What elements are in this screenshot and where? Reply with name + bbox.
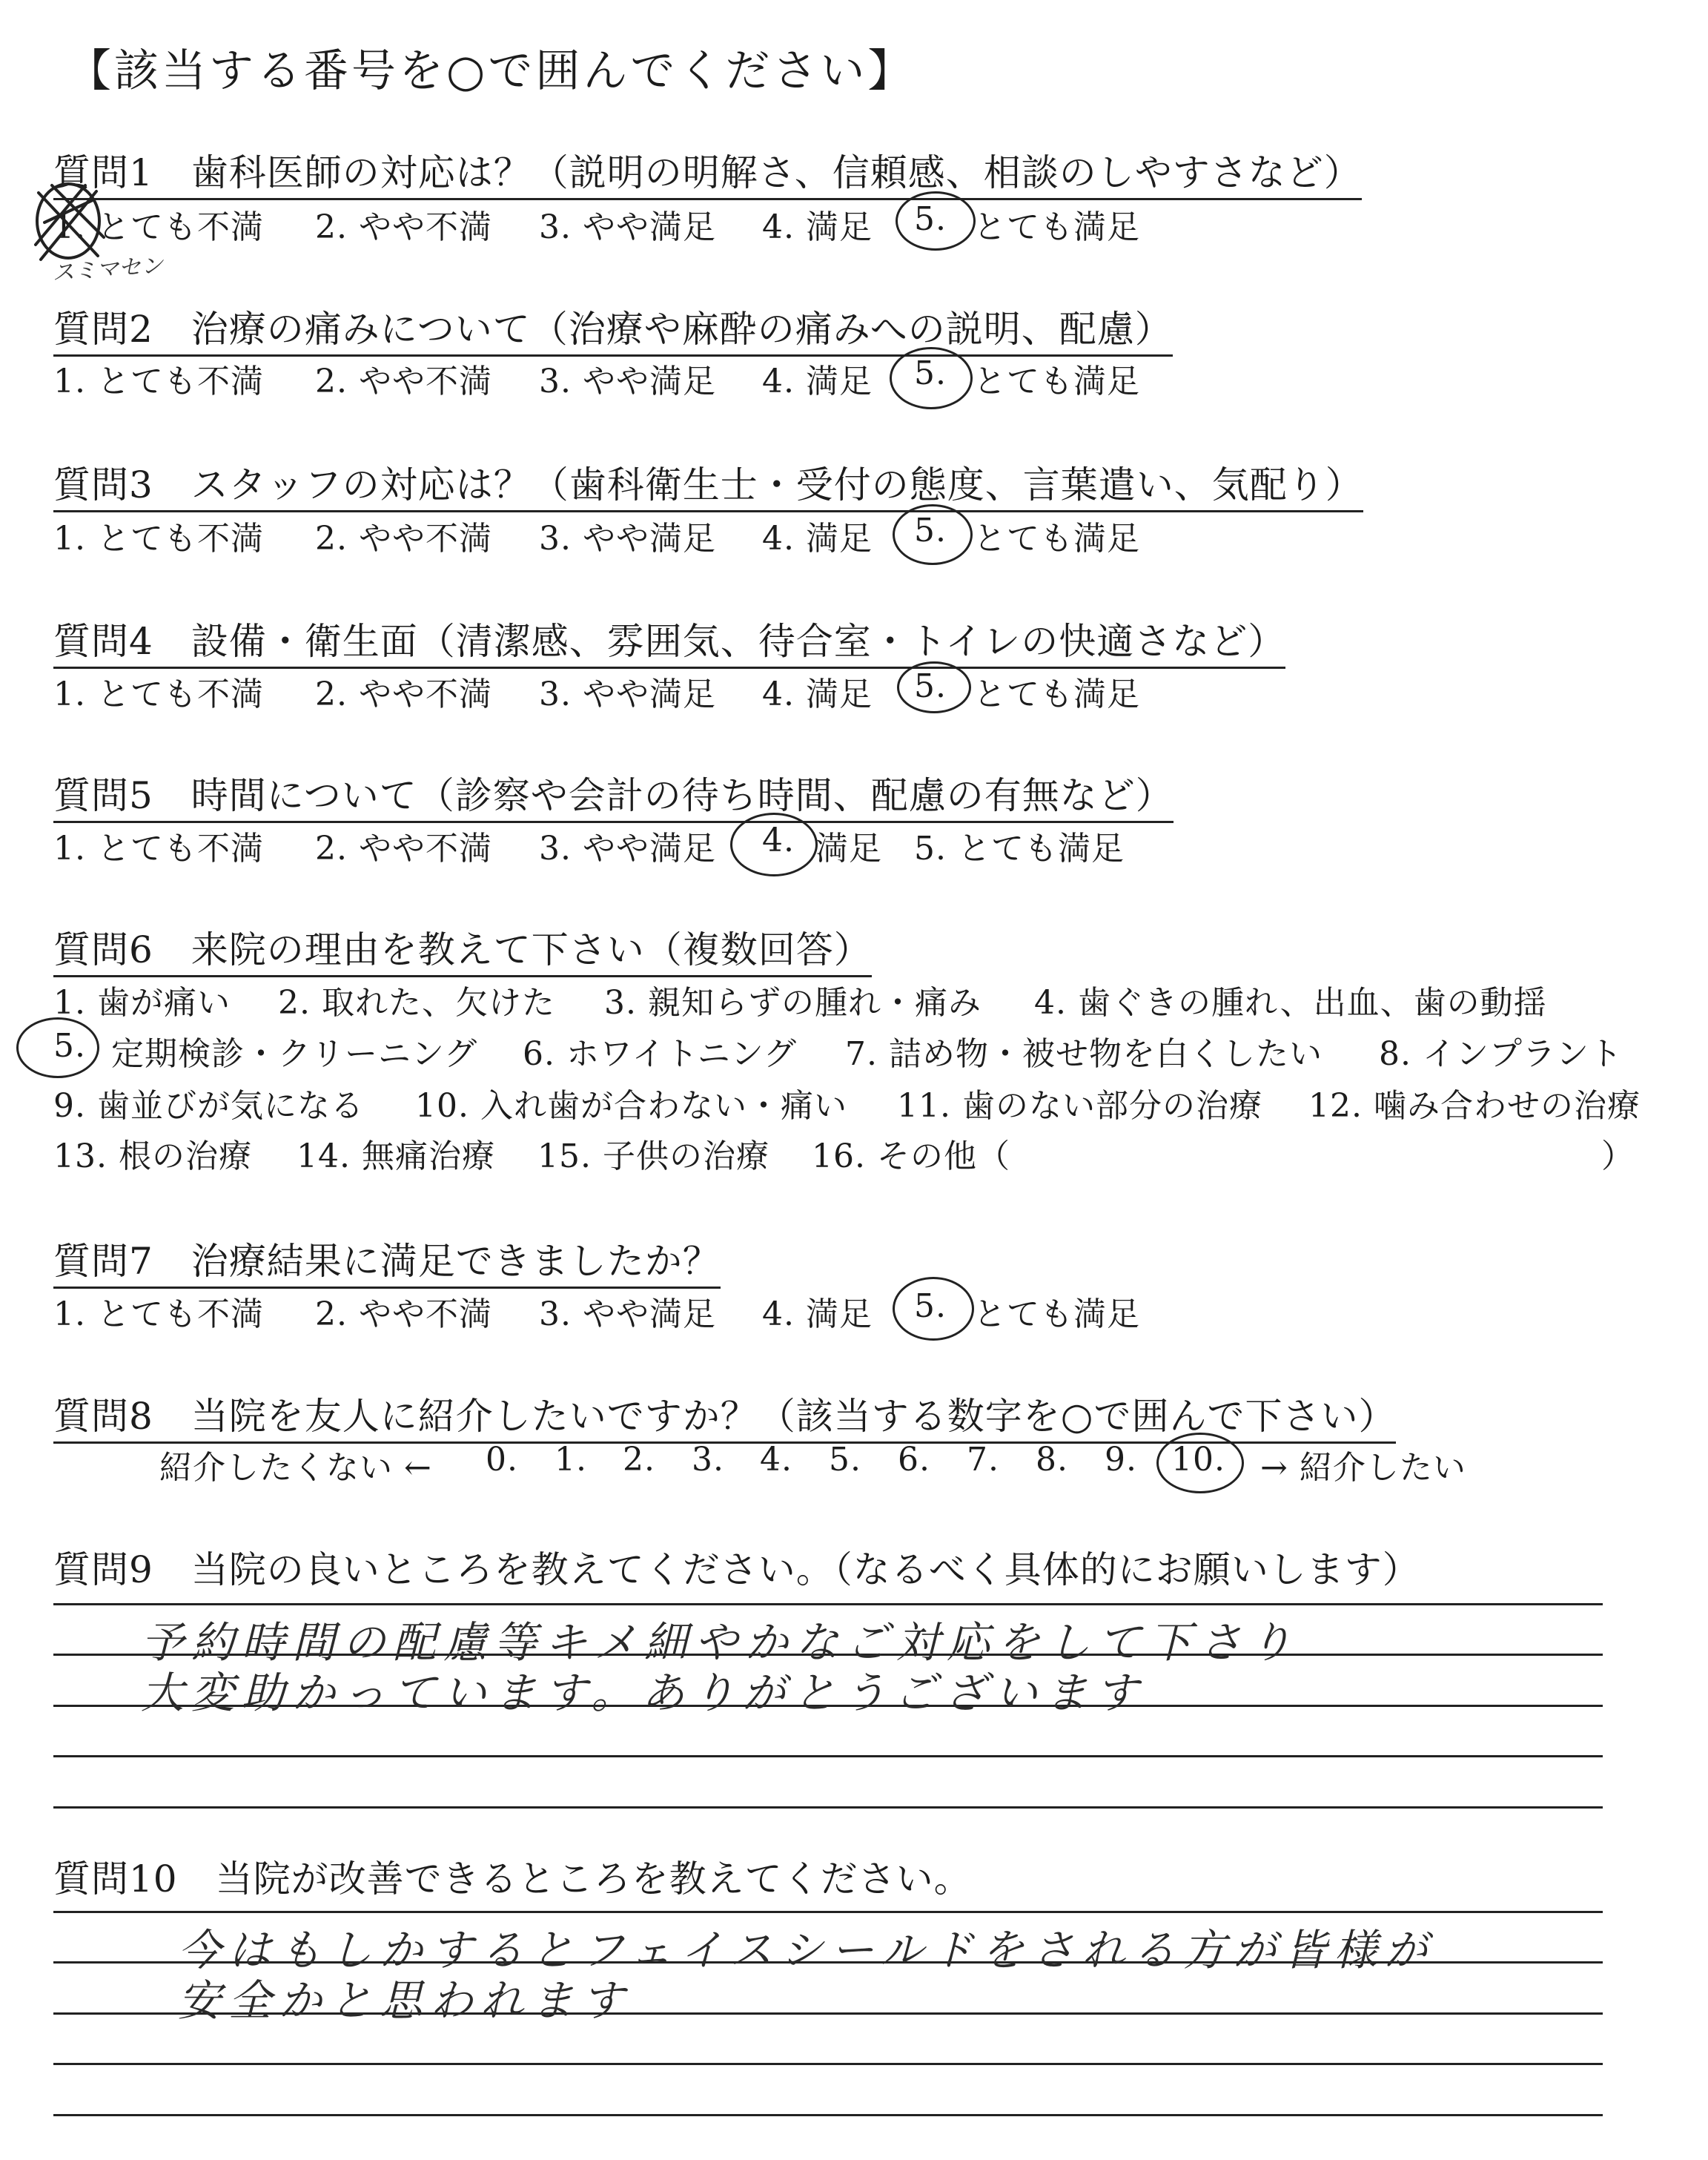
q6-option-8[interactable]: 8. インプラント bbox=[1379, 1035, 1623, 1073]
q5-option-4-label: 満足 bbox=[815, 830, 882, 868]
q8-right-label: → 紹介したい bbox=[1260, 1449, 1466, 1487]
q6-option-9[interactable]: 9. 歯並びが気になる bbox=[53, 1087, 364, 1125]
q8-left-label: 紹介したくない ← bbox=[159, 1449, 432, 1487]
q3-option-5-label: とても満足 bbox=[973, 520, 1140, 558]
q1-title: 質問1 歯科医師の対応は？（説明の明解さ、信頼感、相談のしやすさなど） bbox=[53, 143, 1362, 200]
q6-option-14[interactable]: 14. 無痛治療 bbox=[297, 1137, 495, 1175]
q6-option-1[interactable]: 1. 歯が痛い bbox=[53, 984, 231, 1022]
q7-title: 質問7 治療結果に満足できましたか？ bbox=[53, 1232, 721, 1289]
q4-title: 質問4 設備・衛生面（清潔感、雰囲気、待合室・トイレの快適さなど） bbox=[53, 612, 1285, 669]
q3-option-2[interactable]: 2. やや不満 bbox=[315, 520, 492, 558]
q6-option-16[interactable]: 16. その他（ bbox=[812, 1137, 1010, 1175]
q7-option-3[interactable]: 3. やや満足 bbox=[539, 1295, 716, 1333]
q5-option-4[interactable]: 4. bbox=[762, 822, 795, 859]
q1-option-5[interactable]: 5. bbox=[914, 200, 947, 238]
q6-option-10[interactable]: 10. 入れ歯が合わない・痛い bbox=[415, 1087, 847, 1125]
q10-answer-line-1[interactable]: 今はもしかするとフェイスシールドをされる方が皆様が bbox=[178, 1925, 1435, 1975]
q4-option-4[interactable]: 4. 満足 bbox=[762, 676, 873, 713]
q8-number-2[interactable]: 2. bbox=[623, 1441, 655, 1479]
q4-option-1[interactable]: 1. とても不満 bbox=[53, 676, 264, 713]
q3-option-5[interactable]: 5. bbox=[914, 512, 947, 549]
q5-title: 質問5 時間について（診察や会計の待ち時間、配慮の有無など） bbox=[53, 766, 1174, 823]
q1-handwritten-note: スミマセン bbox=[51, 252, 165, 287]
q8-number-9[interactable]: 9. bbox=[1105, 1441, 1137, 1479]
q10-answer-line-2[interactable]: 安全かと思われます bbox=[178, 1975, 632, 2026]
q2-option-5[interactable]: 5. bbox=[914, 354, 947, 392]
q10-title: 質問10 当院が改善できるところを教えてください。 bbox=[53, 1857, 972, 1900]
q6-option-16-close: ） bbox=[1601, 1137, 1635, 1175]
q6-option-5-label: 定期検診・クリーニング bbox=[111, 1035, 478, 1073]
q6-option-5[interactable]: 5. bbox=[53, 1027, 86, 1065]
q7-option-5-label: とても満足 bbox=[973, 1295, 1140, 1333]
q1-option-5-label: とても満足 bbox=[973, 208, 1140, 246]
q2-option-3[interactable]: 3. やや満足 bbox=[539, 363, 716, 400]
form-header: 【該当する番号を○で囲んでください】 bbox=[67, 45, 916, 97]
q9-answer-line-2[interactable]: 大変助かっています。ありがとうございます bbox=[141, 1668, 1146, 1718]
q1-option-2[interactable]: 2. やや不満 bbox=[315, 208, 492, 246]
q5-option-1[interactable]: 1. とても不満 bbox=[53, 830, 264, 868]
q8-number-0[interactable]: 0. bbox=[486, 1441, 518, 1479]
q2-option-5-label: とても満足 bbox=[973, 363, 1140, 400]
q7-option-4[interactable]: 4. 満足 bbox=[762, 1295, 873, 1333]
q2-title: 質問2 治療の痛みについて（治療や麻酔の痛みへの説明、配慮） bbox=[53, 300, 1173, 357]
q6-title: 質問6 来院の理由を教えて下さい（複数回答） bbox=[53, 920, 872, 977]
q8-number-5[interactable]: 5. bbox=[829, 1441, 861, 1479]
q8-number-10[interactable]: 10. bbox=[1171, 1441, 1225, 1479]
q4-option-3[interactable]: 3. やや満足 bbox=[539, 676, 716, 713]
q5-option-5[interactable]: 5. とても満足 bbox=[914, 830, 1125, 868]
q8-number-6[interactable]: 6. bbox=[898, 1441, 930, 1479]
q1-option-1[interactable]: 1. とても不満 bbox=[53, 208, 264, 246]
q4-option-2[interactable]: 2. やや不満 bbox=[315, 676, 492, 713]
q8-number-8[interactable]: 8. bbox=[1036, 1441, 1068, 1479]
q3-option-4[interactable]: 4. 満足 bbox=[762, 520, 873, 558]
q3-option-1[interactable]: 1. とても不満 bbox=[53, 520, 264, 558]
q1-option-3[interactable]: 3. やや満足 bbox=[539, 208, 716, 246]
q8-number-1[interactable]: 1. bbox=[555, 1441, 587, 1479]
q6-option-6[interactable]: 6. ホワイトニング bbox=[523, 1035, 798, 1073]
q2-option-2[interactable]: 2. やや不満 bbox=[315, 363, 492, 400]
q6-option-3[interactable]: 3. 親知らずの腫れ・痛み bbox=[604, 984, 982, 1022]
q6-option-2[interactable]: 2. 取れた、欠けた bbox=[278, 984, 555, 1022]
q5-option-2[interactable]: 2. やや不満 bbox=[315, 830, 492, 868]
q6-option-15[interactable]: 15. 子供の治療 bbox=[537, 1137, 769, 1175]
q9-answer-line-1[interactable]: 予約時間の配慮等キメ細やかなご対応をして下さり bbox=[141, 1617, 1300, 1668]
q4-option-5-label: とても満足 bbox=[973, 676, 1140, 713]
q1-option-4[interactable]: 4. 満足 bbox=[762, 208, 873, 246]
q8-number-4[interactable]: 4. bbox=[760, 1441, 792, 1479]
q9-title: 質問9 当院の良いところを教えてください。（なるべく具体的にお願いします） bbox=[53, 1548, 1420, 1591]
q8-number-3[interactable]: 3. bbox=[692, 1441, 724, 1479]
q7-option-2[interactable]: 2. やや不満 bbox=[315, 1295, 492, 1333]
q7-option-5[interactable]: 5. bbox=[914, 1287, 947, 1325]
q3-option-3[interactable]: 3. やや満足 bbox=[539, 520, 716, 558]
q4-option-5[interactable]: 5. bbox=[914, 667, 947, 705]
q6-option-11[interactable]: 11. 歯のない部分の治療 bbox=[897, 1087, 1262, 1125]
q2-option-4[interactable]: 4. 満足 bbox=[762, 363, 873, 400]
q6-option-13[interactable]: 13. 根の治療 bbox=[53, 1137, 252, 1175]
q2-option-1[interactable]: 1. とても不満 bbox=[53, 363, 264, 400]
q7-option-1[interactable]: 1. とても不満 bbox=[53, 1295, 264, 1333]
q6-option-7[interactable]: 7. 詰め物・被せ物を白くしたい bbox=[845, 1035, 1323, 1073]
q6-option-4[interactable]: 4. 歯ぐきの腫れ、出血、歯の動揺 bbox=[1034, 984, 1547, 1022]
q8-title: 質問8 当院を友人に紹介したいですか？（該当する数字を○で囲んで下さい） bbox=[53, 1387, 1396, 1444]
q6-option-12[interactable]: 12. 噛み合わせの治療 bbox=[1308, 1087, 1641, 1125]
q8-number-7[interactable]: 7. bbox=[967, 1441, 999, 1479]
q5-option-3[interactable]: 3. やや満足 bbox=[539, 830, 716, 868]
q3-title: 質問3 スタッフの対応は？（歯科衛生士・受付の態度、言葉遣い、気配り） bbox=[53, 455, 1363, 512]
